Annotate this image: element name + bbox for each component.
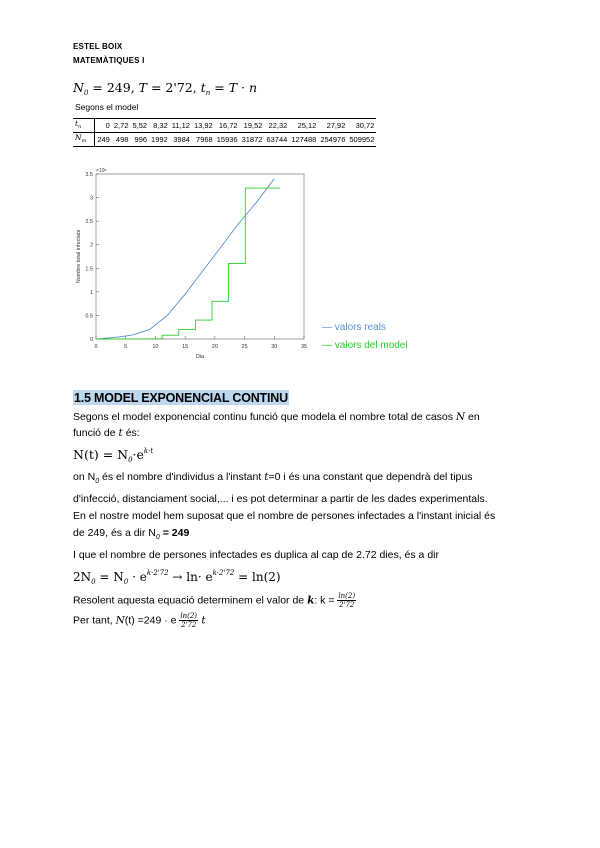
exponent-label: ×10⁶ <box>96 168 107 174</box>
x-axis-label: Dia <box>195 354 205 360</box>
paragraph-line: En el nostre model hem suposat que el nombre de persones infectades a l'instant inicial és <box>73 510 496 522</box>
x-tick-label: 20 <box>211 344 218 350</box>
doubling-equation: $2N_0 = N_0 \cdot e^{k\cdot 2'72} \to \ln\cdot e^{k\cdot 2'72} = \ln(2)$ <box>73 569 281 586</box>
real-values-line <box>96 179 274 339</box>
infections-chart <box>68 166 313 366</box>
legend-item-model: — valors del model <box>322 340 408 351</box>
paragraph-line: I que el nombre de persones infectades es duplica al cap de 2.72 dies, és a dir <box>73 549 439 561</box>
legend-line-real: — <box>322 322 332 333</box>
table-cell-nn: 509952 <box>347 133 376 147</box>
y-tick-label: 2.5 <box>85 219 93 226</box>
table-cell-tn: 2,72 <box>112 119 131 133</box>
y-tick-label: 0 <box>89 337 93 343</box>
paragraph-line: Per tant, N(t) =249 · e $\frac{\ln(2)}{2'72}$ t <box>73 612 206 629</box>
legend-line-model: — <box>322 340 332 351</box>
y-tick-label: 0.5 <box>85 313 93 320</box>
x-tick-label: 15 <box>182 344 189 350</box>
table-cell-tn: 5,52 <box>130 119 149 133</box>
table-cell-tn: 27,92 <box>318 119 347 133</box>
paragraph-line: d'infecció, distanciament social,... i es pot determinar a partir de les dades experimentals. <box>73 493 488 505</box>
section-title: 1.5 MODEL EXPONENCIAL CONTINU <box>74 391 288 405</box>
table-cell-nn: 1992 <box>149 133 170 147</box>
values-table <box>73 118 376 147</box>
x-tick-label: 30 <box>271 344 278 350</box>
x-tick-label: 35 <box>300 344 308 350</box>
y-tick-label: 1.5 <box>85 266 93 273</box>
exponential-equation: $N(t) = N_0\cdot e^{k\cdot t}$ <box>73 447 154 464</box>
table-row <box>73 133 376 147</box>
subject-header: MATEMÀTIQUES I <box>73 56 145 65</box>
table-cell-tn: 0 <box>95 119 112 133</box>
model-values-step-line <box>96 188 280 339</box>
paragraph-line: de 249, és a dir $N_0 = 249$ <box>73 527 190 541</box>
model-label: Segons el model <box>75 102 139 112</box>
table-cell-nn: 63744 <box>264 133 289 147</box>
table-cell-tn: 25,12 <box>289 119 318 133</box>
table-cell-tn: 19,52 <box>240 119 265 133</box>
y-tick-label: 3.5 <box>85 172 93 178</box>
y-axis-label: Nombre total infectats <box>76 229 82 284</box>
parameters-equation: $N_0 = 249$, T = 2'72, $t_n = T \cdot n$ <box>73 80 257 97</box>
table-cell-nn: 31872 <box>240 133 265 147</box>
row-label-tn: $t_n$ <box>73 119 95 133</box>
table-cell-tn: 8,32 <box>149 119 170 133</box>
table-row <box>73 119 376 133</box>
y-tick-label: 2 <box>89 242 93 249</box>
table-cell-nn: 254976 <box>318 133 347 147</box>
x-tick-label: 0 <box>94 344 98 350</box>
x-tick-label: 10 <box>152 344 159 350</box>
author-header: ESTEL BOIX <box>73 42 123 51</box>
table-cell-nn: 127488 <box>289 133 318 147</box>
y-tick-label: 3 <box>89 195 93 202</box>
paragraph-line: Segons el model exponencial continu funció que modela el nombre total de casos N en <box>73 411 480 423</box>
x-tick-label: 25 <box>241 344 248 350</box>
table-cell-nn: 996 <box>130 133 149 147</box>
y-tick-label: 1 <box>89 289 93 296</box>
paragraph-line: on $N_0$ és el nombre d'individus a l'instant t=0 i és una constant que dependrà del tipus <box>73 471 473 485</box>
legend-item-real: — valors reals <box>322 322 386 333</box>
plot-frame <box>96 174 304 339</box>
k-fraction: $\frac{\ln(2)}{2'72}$ <box>338 592 356 609</box>
table-cell-nn: 498 <box>112 133 131 147</box>
final-fraction: $\frac{\ln(2)}{2'72}$ <box>180 612 198 629</box>
table-cell-nn: 3984 <box>170 133 192 147</box>
table-cell-tn: 11,12 <box>170 119 192 133</box>
table-cell-tn: 30,72 <box>347 119 376 133</box>
x-tick-label: 5 <box>124 344 128 350</box>
table-cell-tn: 13,92 <box>192 119 215 133</box>
table-cell-nn: 15936 <box>215 133 240 147</box>
row-label-nn: $N_m$ <box>73 133 95 147</box>
table-cell-nn: 249 <box>95 133 112 147</box>
paragraph-line: Resolent aquesta equació determinem el valor de k: k = $\frac{\ln(2)}{2'72}$ <box>73 592 356 609</box>
table-cell-tn: 16,72 <box>215 119 240 133</box>
paragraph-line: funció de t és: <box>73 427 140 439</box>
table-cell-nn: 7968 <box>192 133 215 147</box>
table-cell-tn: 22,32 <box>264 119 289 133</box>
